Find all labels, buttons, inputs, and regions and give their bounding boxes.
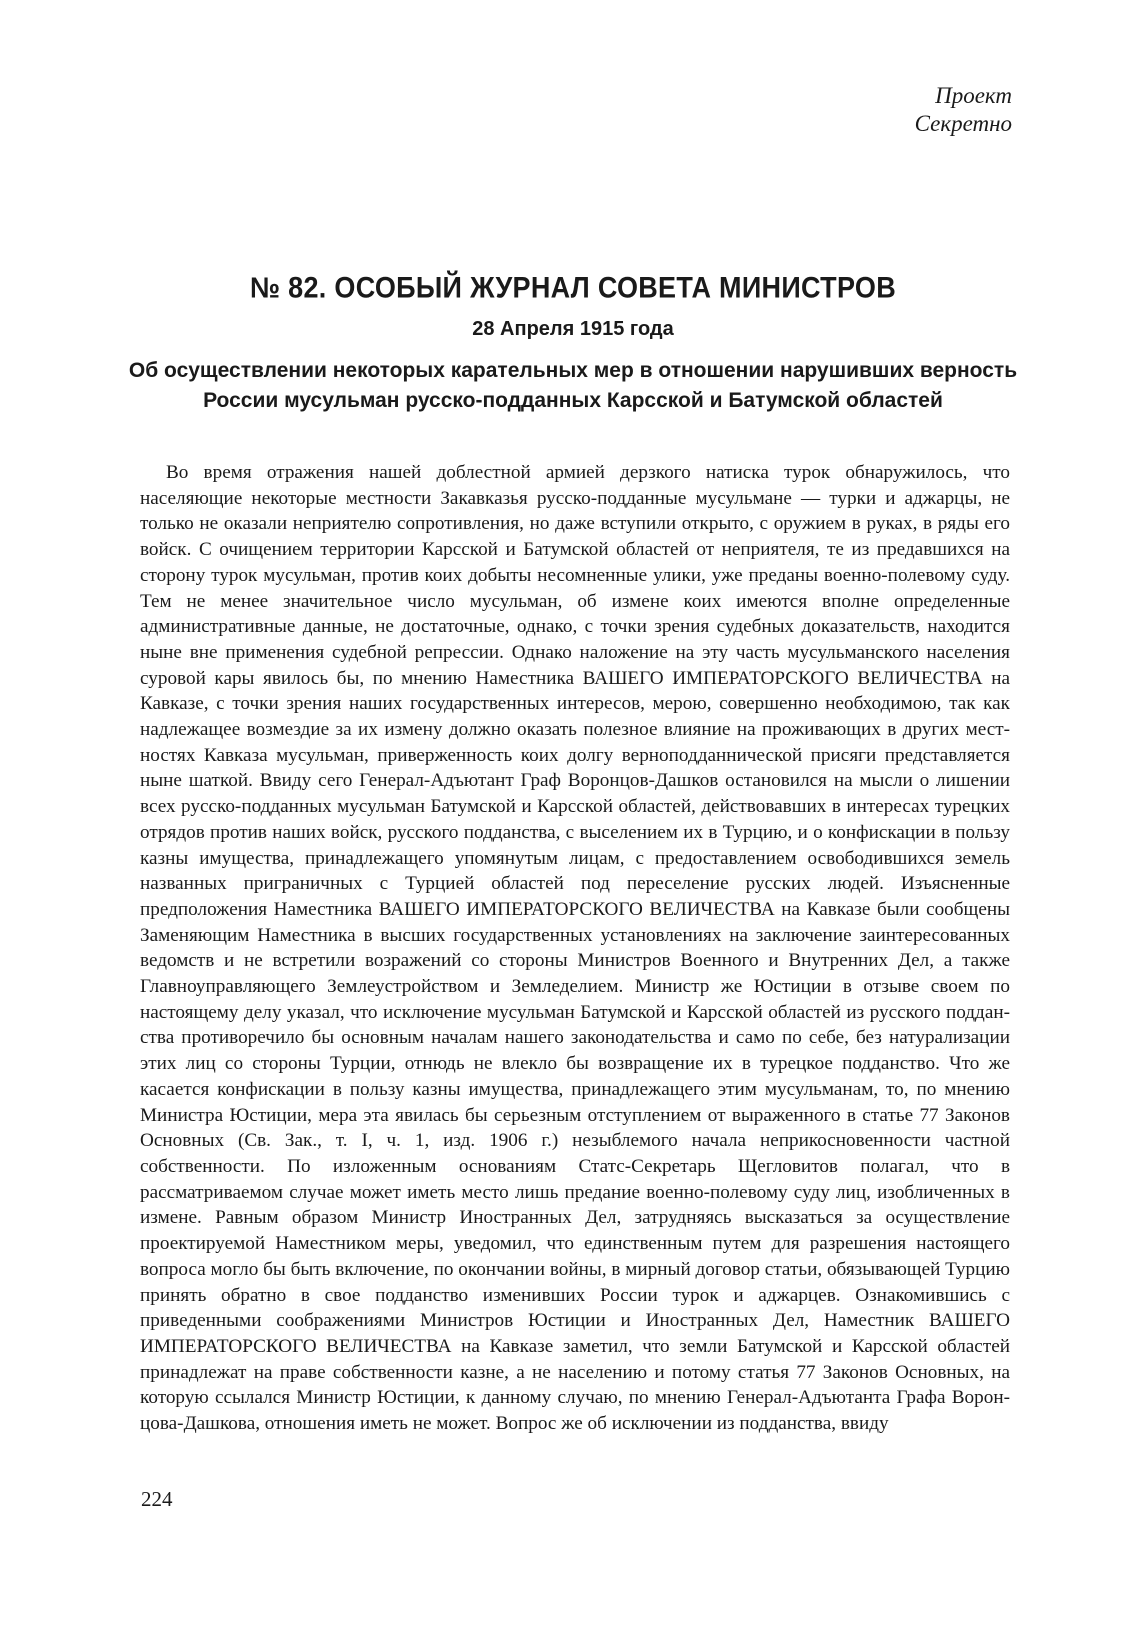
body-paragraph: Во время отражения нашей доблестной армией дерзкого натиска турок обнаружилось, что населяющие некоторые местности Закавказья русско-подданные мусульмане — турки и аджарцы, не только не оказали неприятелю сопротивления, но даже вступили открыто, с оружием в руках, в ряды его войск. С очищением территории Карсской и Батумской областей от неприятеля, те из предавшихся на сторону турок мусульман, против коих добыты несомненные улики, уже преданы военно-полевому суду. Тем не менее значительное число мусульман, об измене коих имеются вполне определенные административные данные, не достаточные, однако, с точки зрения судебных доказательств, находится ныне вне применения судебной репрессии. Однако наложение на эту часть мусульманского населения суровой кары явилось бы, по мнению Наместника ВАШЕГО ИМПЕРАТОРСКОГО ВЕЛИЧЕСТВА на Кавказе, с точки зрения наших государственных интересов, мерою, совершенно необходимою, так как надлежащее возмездие за их измену должно оказать полезное влияние на проживающих в других местностях Кавказа мусульман, приверженность коих долгу верноподданнической присяги представляется ныне шаткой. Ввиду сего Генерал-Адъютант Граф Воронцов-Дашков остановился на мысли о лишении всех русско-подданных мусульман Батумской и Карсской областей, действовавших в интересах турецких отрядов против наших войск, русского подданства, с выселением их в Турцию, и о конфискации в пользу казны имущества, принадлежащего упомянутым лицам, с предоставлением освободившихся земель названных приграничных с Турцией областей под переселение русских людей. Изъясненные предположения Наместника ВАШЕГО ИМПЕРАТОРСКОГО ВЕЛИЧЕСТВА на Кавказе были сообщены Заменяющим Наместника в высших государственных установлениях на заключение заинтересованных ведомств и не встретили возражений со стороны Министров Военного и Внутренних Дел, а также Главноуправляющего Землеустройством и Земледелием. Министр же Юстиции в отзыве своем по настоящему делу указал, что исключение мусульман Батумской и Карсской областей из русского подданства противоречило бы основным началам нашего законодательства и само по себе, без натурализации этих лиц со стороны Турции, отнюдь не влекло бы возвращение их в турецкое подданство. Что же касается конфискации в пользу казны имущества, принадлежащего этим мусульманам, то, по мнению Министра Юстиции, мера эта явилась бы серьезным отступлением от выраженного в статье 77 Законов Основных (Св. Зак., т. I, ч. 1, изд. 1906 г.) незыблемого начала неприкосновенности частной собственности. По изложенным основаниям Статс-Секретарь Щегловитов полагал, что в рассматриваемом случае может иметь место лишь предание военно-полевому суду лиц, изобличенных в измене. Равным образом Министр Иностранных Дел, затрудняясь высказаться за осуществление проектируемой Наместником меры, уведомил, что единственным путем для разрешения настоящего вопроса могло бы быть включение, по окончании войны, в мирный договор статьи, обязывающей Турцию принять обратно в свое подданство изменивших России турок и аджарцев. Ознакомившись с приведенными соображениями Министров Юстиции и Иностранных Дел, Наместник ВАШЕГО ИМПЕРАТОРСКОГО ВЕЛИЧЕСТВА на Кавказе заметил, что земли Батумской и Карсской областей принадлежат на праве собственности казне, а не населению и потому статья 77 Законов Основных, на которую ссылался Министр Юстиции, к данному случаю, по мнению Генерал-Адъютанта Графа Воронцова-Дашкова, отношения иметь не может. Вопрос же об исключении из подданства, ввиду: [140, 462, 1010, 1435]
stamp-draft-label: Проект: [935, 83, 1012, 108]
document-stamp: [915, 82, 1012, 138]
document-title: № 82. ОСОБЫЙ ЖУРНАЛ СОВЕТА МИНИСТРОВ: [249, 271, 897, 305]
document-subject-line-2: России мусульман русско-подданных Карсской и Батумской областей: [203, 389, 943, 412]
document-date: 28 Апреля 1915 года: [472, 318, 674, 340]
document-subject: [0, 356, 1146, 416]
page-number: 224: [141, 1487, 173, 1511]
document-subject-line-1: Об осуществлении некоторых карательных мер в отношении нарушивших верность: [128, 359, 1018, 382]
stamp-secret-label: Секретно: [914, 111, 1012, 136]
